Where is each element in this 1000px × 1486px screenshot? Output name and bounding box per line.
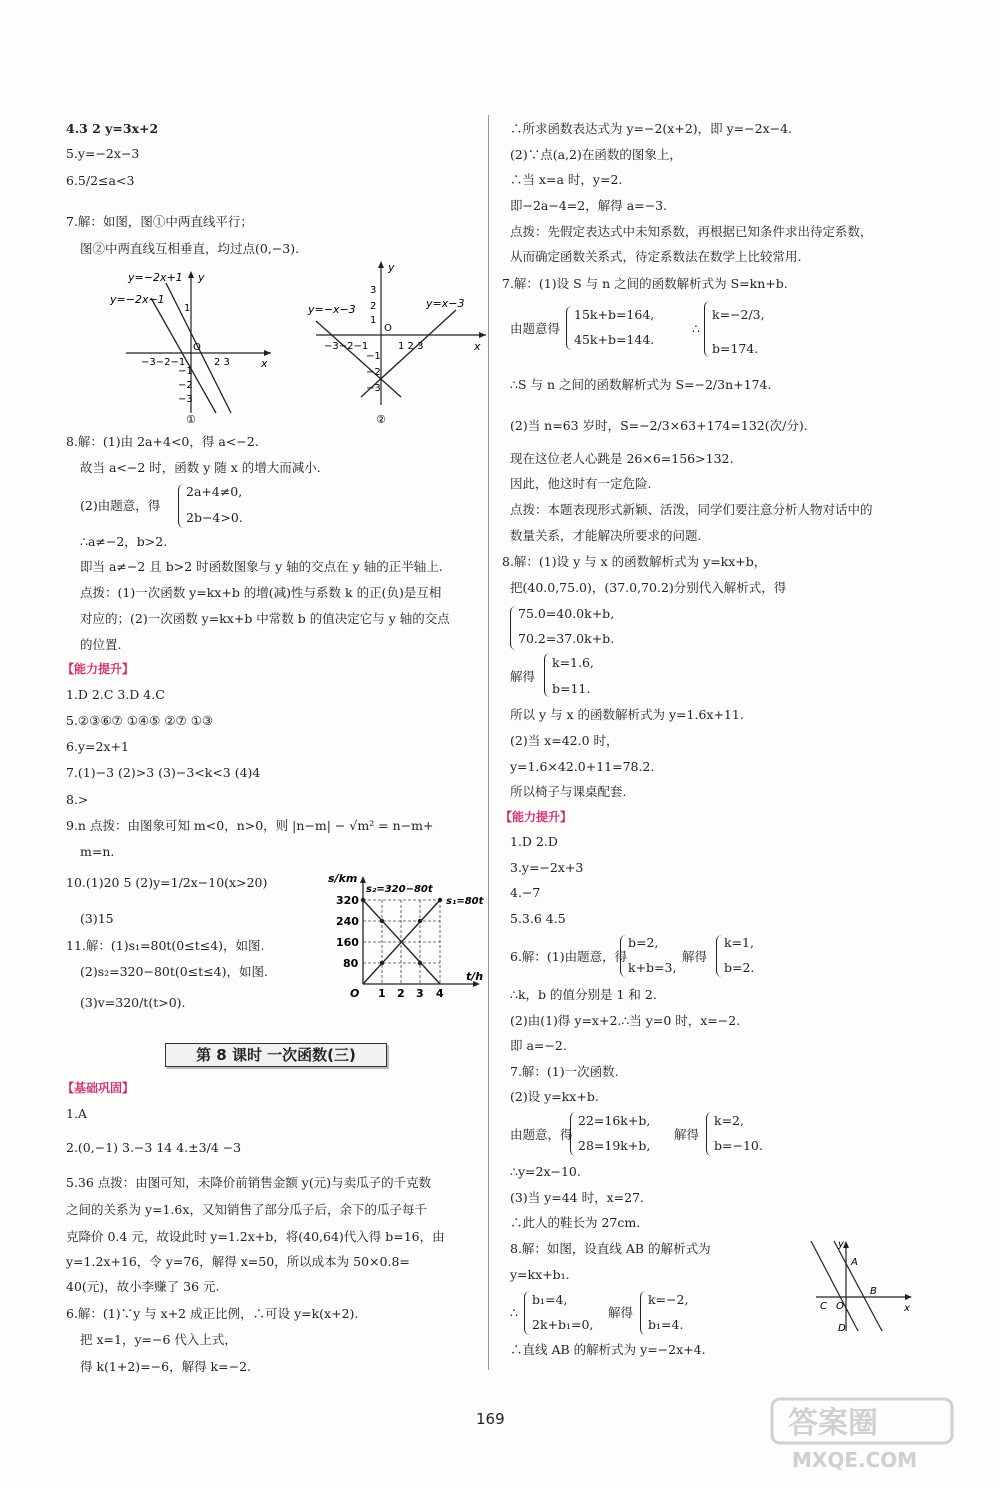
line-label: s₂=320−80t: [366, 884, 433, 895]
axis-label: x: [904, 1303, 910, 1314]
answer-line: (3)15: [80, 911, 114, 926]
tick-label: 3: [416, 987, 424, 1000]
answer-line: 1.A: [66, 1106, 87, 1121]
equation-line: 70.2=37.0k+b.: [518, 631, 615, 646]
answer-line: 解得: [510, 669, 536, 684]
answer-line: 即当 a≠−2 且 b>2 时函数图象与 y 轴的交点在 y 轴的正半轴上.: [80, 559, 443, 574]
answer-line: 克降价 0.4 元，故设此时 y=1.2x+b，将(40,64)代入得 b=16，由: [66, 1229, 445, 1244]
tick-label: 4: [436, 987, 444, 1000]
tip-line: 数量关系，才能解决所要求的问题.: [510, 528, 702, 543]
answer-line: ∴所求函数表达式为 y=−2(x+2)，即 y=−2x−4.: [510, 121, 793, 136]
answer-line: 图②中两直线互相垂直，均过点(0,−3).: [80, 241, 300, 256]
answer-line: 6.y=2x+1: [66, 739, 129, 754]
line-label: y=−x−3: [308, 303, 356, 316]
answer-line: (2)由题意，得: [80, 498, 161, 513]
answer-line: 7.(1)−3 (2)>3 (3)−3<k<3 (4)4: [66, 765, 261, 780]
answer-line: ∴S 与 n 之间的函数解析式为 S=−2/3n+174.: [510, 377, 772, 392]
equation-line: b₁=4.: [648, 1317, 684, 1332]
equation-line: b=11.: [552, 681, 591, 696]
answer-line: 7.解：(1)一次函数.: [510, 1064, 619, 1079]
svg-text:−3: −3: [178, 394, 193, 405]
answer-line: ∴k，b 的值分别是 1 和 2.: [510, 987, 657, 1002]
section-header: 【能力提升】: [62, 662, 135, 676]
tip-line: 点拨：本题表现形式新颖、活泼，同学们要注意分析人物对话中的: [510, 502, 873, 517]
svg-text:x: x: [474, 340, 481, 353]
chapter-title: 第 8 课时 一次函数(三): [165, 1043, 387, 1067]
equation-brace: [640, 1291, 646, 1335]
answer-line: 现在这位老人心跳是 26×6=156>132.: [510, 451, 734, 466]
tick-label: 160: [336, 936, 359, 949]
answer-line: (2)由(1)得 y=x+2.∴当 y=0 时，x=−2.: [510, 1013, 741, 1028]
answer-line: 1.D 2.D: [510, 834, 558, 849]
tick-label: 240: [336, 915, 359, 928]
svg-text:−2: −2: [366, 367, 381, 378]
answer-line: 故当 a<−2 时，函数 y 随 x 的增大而减小.: [80, 460, 321, 475]
answer-line: 即−2a−4=2，解得 a=−3.: [510, 198, 668, 213]
answer-line: 6.解：(1)∵y 与 x+2 成正比例，∴可设 y=k(x+2).: [66, 1306, 359, 1321]
point-label: A: [851, 1257, 858, 1268]
equation-line: 15k+b=164,: [574, 307, 655, 322]
answer-line: ∴此人的鞋长为 27cm.: [510, 1215, 641, 1230]
svg-text:−2: −2: [178, 380, 193, 391]
svg-text:−1: −1: [178, 366, 193, 377]
svg-text:MXQE.COM: MXQE.COM: [792, 1448, 918, 1472]
answer-line: 由题意，得: [510, 1127, 573, 1142]
answer-line: ∴a≠−2，b>2.: [80, 534, 168, 549]
equation-line: b=2.: [724, 960, 755, 975]
answer-line: 6.5/2≤a<3: [66, 173, 135, 188]
equation-line: 75.0=40.0k+b,: [518, 606, 615, 621]
answer-line: 6.解：(1)由题意，得: [510, 949, 628, 964]
equation-brace: [524, 1291, 530, 1335]
point-label: D: [838, 1323, 846, 1334]
equation-brace: [570, 1112, 576, 1156]
answer-line: 8.解：(1)由 2a+4<0，得 a<−2.: [66, 434, 259, 449]
svg-text:y: y: [388, 261, 395, 274]
equation-line: 45k+b=144.: [574, 332, 655, 347]
equation-line: k=1.6,: [552, 655, 594, 670]
figure-perpendicular-lines: [306, 255, 496, 425]
answer-text: 解得: [608, 1305, 634, 1320]
answer-line: 3.y=−2x+3: [510, 860, 584, 875]
equation-line: b₁=4,: [532, 1292, 568, 1307]
equation-line: 2a+4≠0,: [186, 484, 243, 499]
answer-line: (3)v=320/t(t>0).: [80, 995, 186, 1010]
equation-line: 2b−4>0.: [186, 510, 243, 525]
svg-text:答案圈: 答案圈: [788, 1406, 878, 1441]
svg-text:−3−2−1: −3−2−1: [141, 357, 186, 368]
page-number: 169: [476, 1410, 505, 1428]
answer-line: 5.3.6 4.5: [510, 911, 566, 926]
section-header: 【能力提升】: [500, 810, 573, 824]
tip-line: 点拨：(1)一次函数 y=kx+b 的增(减)性与系数 k 的正(负)是互相: [80, 585, 442, 600]
equation-line: b=174.: [712, 341, 759, 356]
answer-line: (2)∵点(a,2)在函数的图象上，: [510, 147, 682, 162]
tip-line: 对应的；(2)一次函数 y=kx+b 中常数 b 的值决定它与 y 轴的交点: [80, 611, 450, 626]
answer-line: m=n.: [80, 844, 115, 859]
equation-line: 2k+b₁=0,: [532, 1317, 594, 1332]
svg-text:1: 1: [370, 315, 377, 326]
svg-text:1 2 3: 1 2 3: [398, 341, 424, 352]
figure-caption: ②: [376, 413, 386, 425]
answer-line: 40(元)，故小李赚了 36 元.: [66, 1279, 220, 1294]
equation-line: k=1,: [724, 935, 754, 950]
answer-line: 8.>: [66, 792, 89, 807]
equation-brace: [510, 606, 516, 650]
answer-line: 2.(0,−1) 3.−3 14 4.±3/4 −3: [66, 1140, 242, 1155]
answer-line: 4.−7: [510, 885, 541, 900]
answer-line: 把(40.0,75.0)，(37.0,70.2)分别代入解析式，得: [510, 580, 787, 595]
svg-text:−3: −3: [366, 383, 381, 394]
axis-label: t/h: [466, 970, 484, 983]
answer-line: 9.n 点拨：由图象可知 m<0，n>0，则 |n−m| − √m² = n−m+: [66, 818, 434, 833]
svg-text:2 3: 2 3: [214, 357, 230, 368]
line-label: y=−2x−1: [110, 293, 165, 306]
answer-line: ∴直线 AB 的解析式为 y=−2x+4.: [510, 1342, 706, 1357]
equation-brace: [716, 935, 722, 977]
answer-line: 5.y=−2x−3: [66, 146, 140, 161]
answer-line: 10.(1)20 5 (2)y=1/2x−10(x>20): [66, 875, 268, 890]
answer-line: 7.解：(1)设 S 与 n 之间的函数解析式为 S=kn+b.: [502, 276, 788, 291]
line-label: s₁=80t: [446, 896, 484, 907]
answer-line: ∴y=2x−10.: [510, 1164, 581, 1179]
equation-line: 28=19k+b,: [578, 1138, 651, 1153]
answer-line: 8.解：如图，设直线 AB 的解析式为: [510, 1241, 711, 1256]
watermark-logo: [770, 1395, 970, 1479]
svg-text:O: O: [384, 323, 392, 334]
figure-caption: ①: [186, 413, 196, 423]
answer-line: 把 x=1，y=−6 代入上式，: [80, 1332, 237, 1347]
watermark-graphic: [770, 1395, 970, 1475]
answer-line: 由题意得: [510, 321, 561, 336]
section-header: 【基础巩固】: [62, 1081, 135, 1095]
svg-text:1: 1: [184, 303, 191, 314]
answer-text: 解得: [682, 949, 708, 964]
line-label: y=−2x+1: [128, 271, 183, 284]
origin-label: O: [350, 987, 360, 1000]
answer-line: (2)当 n=63 岁时，S=−2/3×63+174=132(次/分).: [510, 418, 808, 433]
svg-text:3: 3: [370, 285, 377, 296]
equation-line: k=2,: [714, 1113, 744, 1128]
equation-brace: [544, 653, 550, 697]
answer-line: 8.解：(1)设 y 与 x 的函数解析式为 y=kx+b，: [502, 554, 767, 569]
tip-line: 点拨：先假定表达式中未知系数，再根据已知条件求出待定系数，: [510, 224, 873, 239]
equation-brace: [178, 484, 184, 528]
answer-line: ∴当 x=a 时，y=2.: [510, 172, 623, 187]
answer-line: (2)设 y=kx+b.: [510, 1089, 599, 1104]
answer-line: 1.D 2.C 3.D 4.C: [66, 687, 165, 702]
answer-line: y=kx+b₁.: [510, 1267, 570, 1282]
svg-text:x: x: [261, 357, 268, 370]
equation-line: 22=16k+b,: [578, 1113, 651, 1128]
answer-line: (2)s₂=320−80t(0≤t≤4)，如图.: [80, 964, 268, 979]
point-label: B: [870, 1286, 877, 1297]
tick-label: 2: [397, 987, 405, 1000]
svg-text:y: y: [198, 271, 205, 284]
therefore-sign: ∴: [692, 321, 700, 336]
svg-text:2: 2: [370, 301, 377, 312]
answer-line: (3)当 y=44 时，x=27.: [510, 1190, 644, 1205]
equation-line: k=−2/3,: [712, 307, 765, 322]
answer-line: 5.②③⑥⑦ ①④⑤ ②⑦ ①③: [66, 713, 214, 728]
answer-line: 所以 y 与 x 的函数解析式为 y=1.6x+11.: [510, 707, 744, 722]
answer-line: 因此，他这时有一定危险.: [510, 476, 652, 491]
figure-parallel-lines: [106, 263, 286, 423]
therefore-sign: ∴: [510, 1305, 518, 1320]
answer-line: 之间的关系为 y=1.6x，又知销售了部分瓜子后，余下的瓜子每千: [66, 1202, 427, 1217]
answer-line: y=1.6×42.0+11=78.2.: [510, 759, 655, 774]
tick-label: 1: [378, 987, 386, 1000]
answer-line: 即 a=−2.: [510, 1038, 567, 1053]
equation-line: b=2,: [628, 935, 659, 950]
line-label: y=x−3: [426, 297, 465, 310]
point-label: O: [836, 1301, 844, 1312]
equation-brace: [620, 935, 626, 977]
answer-line: y=1.2x+16，令 y=76，解得 x=50，所以成本为 50×0.8=: [66, 1254, 410, 1269]
answer-line: 4.3 2 y=3x+2: [66, 121, 159, 136]
equation-line: k=−2,: [648, 1292, 689, 1307]
svg-text:−1: −1: [366, 351, 381, 362]
answer-line: 7.解：如图，图①中两直线平行；: [66, 214, 253, 229]
answer-line: (2)当 x=42.0 时，: [510, 733, 619, 748]
figure-line-ab: [806, 1235, 916, 1335]
tip-line: 从而确定函数关系式，待定系数法在数学上比较常用.: [510, 249, 802, 264]
tip-line: 的位置.: [80, 637, 122, 652]
answer-line: 所以椅子与课桌配套.: [510, 784, 627, 799]
answer-line: 5.36 点拨：由图可知，未降价前销售金额 y(元)与卖瓜子的千克数: [66, 1175, 432, 1190]
equation-line: k+b=3,: [628, 960, 677, 975]
point-label: C: [820, 1301, 827, 1312]
svg-text:−3−2−1: −3−2−1: [324, 341, 369, 352]
tick-label: 320: [336, 894, 359, 907]
axis-label: y: [838, 1239, 844, 1250]
answer-line: 11.解：(1)s₁=80t(0≤t≤4)，如图.: [66, 938, 265, 953]
tick-label: 80: [343, 957, 359, 970]
equation-brace: [704, 301, 710, 357]
axis-label: s/km: [328, 872, 358, 885]
answer-text: 解得: [674, 1127, 700, 1142]
equation-brace: [566, 306, 572, 350]
equation-line: b=−10.: [714, 1138, 763, 1153]
equation-brace: [706, 1112, 712, 1156]
answer-line: 得 k(1+2)=−6，解得 k=−2.: [80, 1359, 252, 1374]
svg-text:O: O: [193, 342, 201, 353]
figure-distance-time-graph: [328, 870, 488, 1000]
